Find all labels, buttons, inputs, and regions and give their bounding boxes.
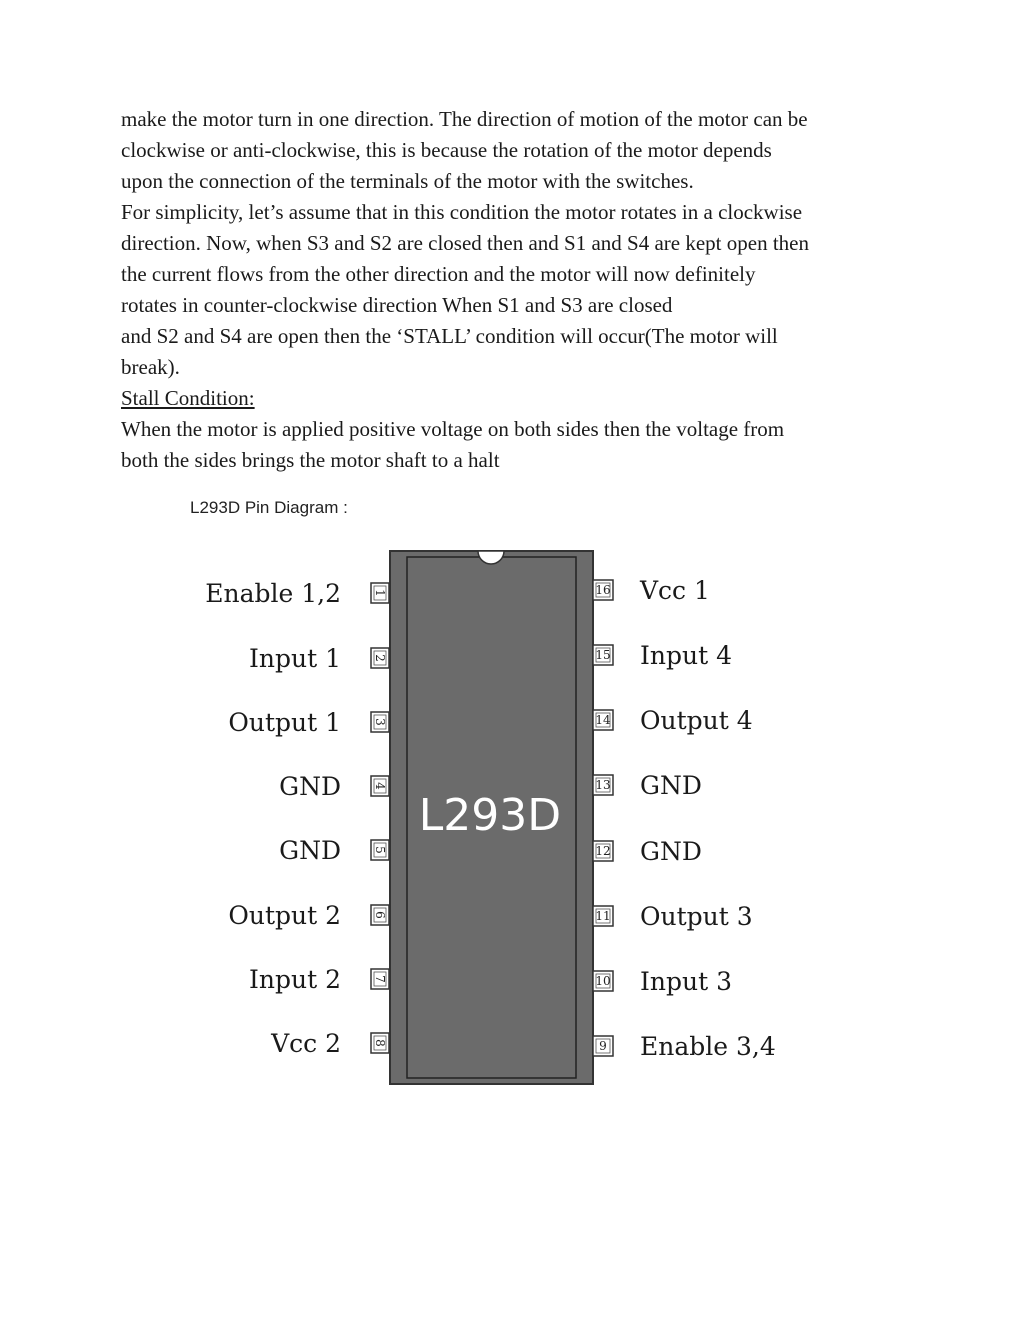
- text-line: upon the connection of the terminals of the motor with the switches.: [121, 169, 694, 193]
- pin-number: 3: [373, 718, 387, 726]
- pin-number: 2: [373, 654, 387, 662]
- text-line: and S2 and S4 are open then the ‘STALL’ condition will occur(The motor will: [121, 324, 778, 348]
- pin-label: Input 4: [640, 641, 732, 670]
- text-line: break).: [121, 355, 180, 379]
- pin-number: 13: [595, 778, 611, 792]
- pin-number: 11: [595, 909, 611, 923]
- pin-label: GND: [279, 772, 341, 801]
- pin-number: 5: [373, 846, 387, 854]
- pin-label: GND: [279, 836, 341, 865]
- pin-number: 1: [373, 589, 387, 597]
- pin-number: 10: [595, 974, 611, 988]
- pin-label: GND: [640, 837, 702, 866]
- pin-number: 4: [373, 782, 387, 790]
- pin-number: 15: [595, 648, 611, 662]
- pin-number: 8: [373, 1039, 387, 1047]
- pin-label: Enable 3,4: [640, 1032, 776, 1061]
- text-line: make the motor turn in one direction. The direction of motion of the motor can be: [121, 107, 808, 131]
- pin-label: Input 1: [249, 644, 341, 673]
- chip-name-label: L293D: [418, 790, 562, 841]
- text-line: For simplicity, let’s assume that in this condition the motor rotates in a clockwise: [121, 200, 803, 224]
- pin-number: 14: [595, 713, 611, 727]
- pin-label: Input 3: [640, 967, 732, 996]
- pin-label: Vcc 1: [640, 576, 710, 605]
- pin-label: Output 2: [228, 901, 341, 930]
- text-line: direction. Now, when S3 and S2 are closed then and S1 and S4 are kept open then: [121, 231, 809, 255]
- pin-label: Output 3: [640, 902, 753, 931]
- text-line: clockwise or anti-clockwise, this is because the rotation of the motor depends: [121, 138, 772, 162]
- pin-number: 6: [373, 911, 387, 919]
- diagram-title: L293D Pin Diagram :: [190, 498, 348, 517]
- pin-number: 7: [373, 975, 387, 983]
- text-line: the current flows from the other direction and the motor will now definitely: [121, 262, 756, 286]
- pin-number: 16: [595, 583, 611, 597]
- pin-number: 12: [595, 844, 611, 858]
- stall-condition-heading: Stall Condition:: [121, 386, 255, 410]
- pin-label: GND: [640, 771, 702, 800]
- pin-label: Vcc 2: [271, 1029, 341, 1058]
- text-line: rotates in counter-clockwise direction When S1 and S3 are closed: [121, 293, 673, 317]
- pin-label: Enable 1,2: [205, 579, 341, 608]
- text-line: both the sides brings the motor shaft to a halt: [121, 448, 500, 472]
- pin-label: Output 1: [228, 708, 341, 737]
- text-line: When the motor is applied positive voltage on both sides then the voltage from: [121, 417, 785, 441]
- pin-number: 9: [599, 1039, 607, 1053]
- pin-label: Input 2: [249, 965, 341, 994]
- pin-label: Output 4: [640, 706, 753, 735]
